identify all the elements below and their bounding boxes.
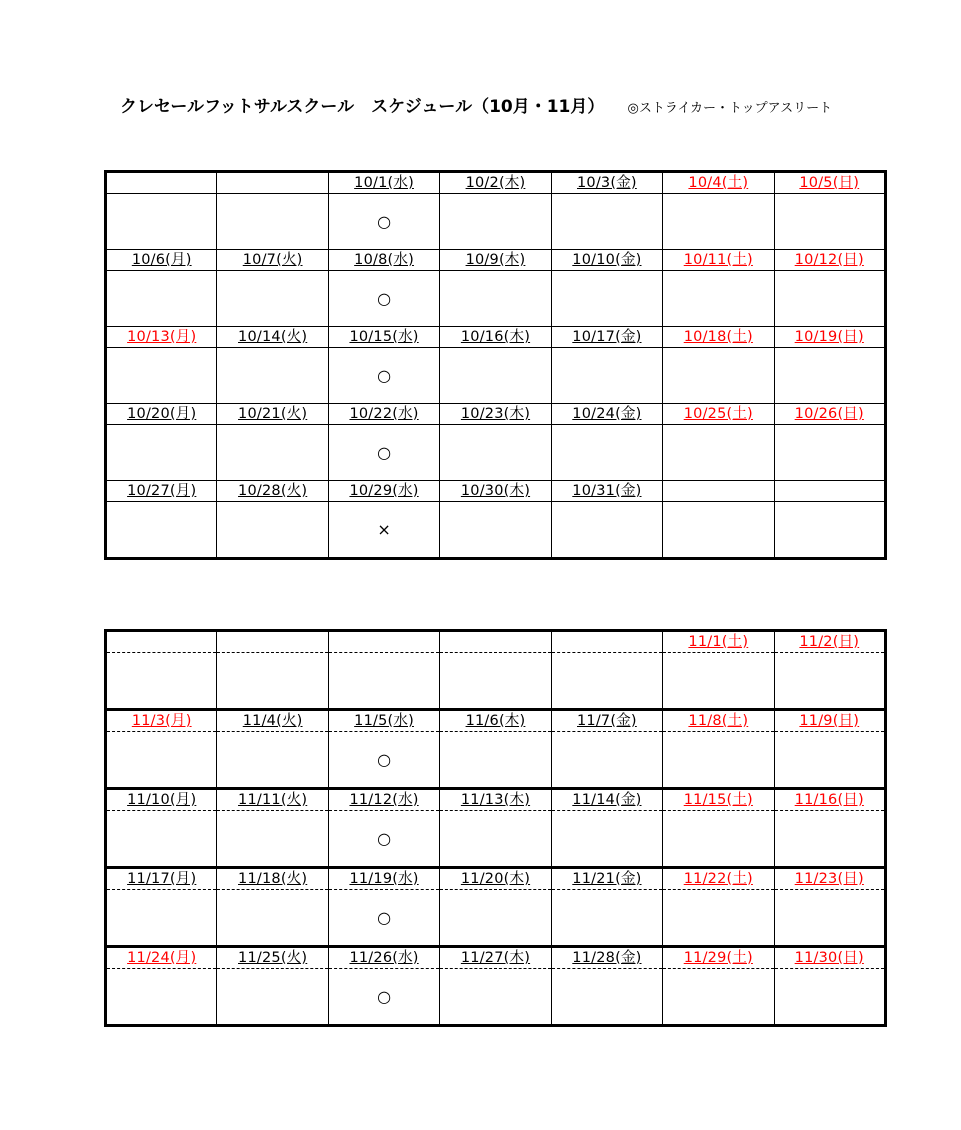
mark-cell (663, 502, 774, 559)
date-cell: 10/26(日) (774, 404, 885, 425)
date-cell: 10/8(水) (328, 250, 439, 271)
date-row (106, 789, 886, 811)
mark-cell: ○ (328, 425, 439, 481)
mark-cell (217, 502, 328, 559)
mark-cell (217, 732, 328, 789)
mark-cell (106, 969, 217, 1026)
mark-cell: ○ (328, 194, 439, 250)
mark-row (106, 502, 886, 559)
date-cell: 11/8(土) (663, 710, 774, 732)
mark-cell (551, 348, 662, 404)
date-cell (217, 631, 328, 653)
mark-row (106, 194, 886, 250)
date-cell (328, 631, 439, 653)
mark-cell (106, 502, 217, 559)
date-cell: 10/11(土) (663, 250, 774, 271)
mark-cell (440, 271, 551, 327)
date-cell: 10/3(金) (551, 172, 662, 194)
november-calendar (104, 629, 887, 1027)
mark-cell (663, 194, 774, 250)
mark-cell (106, 348, 217, 404)
mark-cell: × (328, 502, 439, 559)
date-cell: 11/4(火) (217, 710, 328, 732)
date-cell: 10/24(金) (551, 404, 662, 425)
schedule-title: クレセールフットサルスクール スケジュール（10月・11月） (120, 97, 605, 117)
mark-cell (551, 194, 662, 250)
mark-cell (217, 890, 328, 947)
mark-cell (440, 425, 551, 481)
mark-cell (774, 890, 885, 947)
mark-cell (217, 653, 328, 710)
mark-cell (440, 348, 551, 404)
date-cell (663, 481, 774, 502)
mark-row (106, 425, 886, 481)
mark-cell (551, 653, 662, 710)
mark-row (106, 653, 886, 710)
mark-cell (106, 732, 217, 789)
date-cell: 11/6(木) (440, 710, 551, 732)
date-cell: 11/1(土) (663, 631, 774, 653)
date-cell: 10/5(日) (774, 172, 885, 194)
date-cell: 10/15(水) (328, 327, 439, 348)
mark-cell (774, 732, 885, 789)
date-cell: 11/5(水) (328, 710, 439, 732)
date-cell: 11/24(月) (106, 947, 217, 969)
mark-cell: ○ (328, 271, 439, 327)
mark-cell (217, 194, 328, 250)
date-row (106, 481, 886, 502)
mark-cell (440, 194, 551, 250)
mark-cell (217, 348, 328, 404)
mark-cell: ○ (328, 348, 439, 404)
date-cell: 10/2(木) (440, 172, 551, 194)
date-cell: 11/17(月) (106, 868, 217, 890)
date-cell: 10/23(木) (440, 404, 551, 425)
mark-cell: ○ (328, 811, 439, 868)
mark-cell (440, 653, 551, 710)
mark-cell (106, 811, 217, 868)
date-cell: 11/29(土) (663, 947, 774, 969)
date-cell: 10/27(月) (106, 481, 217, 502)
date-cell: 11/12(水) (328, 789, 439, 811)
mark-cell (774, 348, 885, 404)
date-cell: 11/16(日) (774, 789, 885, 811)
mark-cell (551, 732, 662, 789)
date-cell: 10/13(月) (106, 327, 217, 348)
date-cell: 11/7(金) (551, 710, 662, 732)
october-calendar (104, 170, 887, 560)
date-cell: 11/25(火) (217, 947, 328, 969)
date-cell: 10/21(火) (217, 404, 328, 425)
mark-cell (328, 653, 439, 710)
date-cell: 10/25(土) (663, 404, 774, 425)
date-cell: 10/19(日) (774, 327, 885, 348)
mark-cell (217, 969, 328, 1026)
date-row (106, 868, 886, 890)
mark-cell (774, 811, 885, 868)
date-cell: 10/10(金) (551, 250, 662, 271)
date-cell: 10/4(土) (663, 172, 774, 194)
mark-cell (663, 811, 774, 868)
mark-cell: ○ (328, 890, 439, 947)
schedule-credit: ◎ストライカー・トップアスリート (627, 101, 833, 116)
mark-cell (663, 969, 774, 1026)
mark-cell (106, 271, 217, 327)
date-cell: 10/6(月) (106, 250, 217, 271)
date-cell: 11/13(木) (440, 789, 551, 811)
mark-cell (551, 811, 662, 868)
mark-cell (774, 425, 885, 481)
mark-cell (217, 271, 328, 327)
mark-row (106, 271, 886, 327)
date-cell: 10/7(火) (217, 250, 328, 271)
mark-cell (440, 969, 551, 1026)
date-cell: 10/16(木) (440, 327, 551, 348)
mark-cell: ○ (328, 732, 439, 789)
date-row (106, 710, 886, 732)
date-cell: 10/29(水) (328, 481, 439, 502)
date-cell: 11/15(土) (663, 789, 774, 811)
date-cell: 10/30(木) (440, 481, 551, 502)
date-cell: 10/28(火) (217, 481, 328, 502)
date-cell (217, 172, 328, 194)
date-cell: 11/30(日) (774, 947, 885, 969)
date-cell: 10/22(水) (328, 404, 439, 425)
mark-cell (663, 732, 774, 789)
date-cell: 11/18(火) (217, 868, 328, 890)
mark-row (106, 732, 886, 789)
mark-cell (440, 732, 551, 789)
date-cell: 10/9(木) (440, 250, 551, 271)
mark-cell (774, 271, 885, 327)
date-cell (551, 631, 662, 653)
mark-row (106, 811, 886, 868)
date-row (106, 172, 886, 194)
date-cell (440, 631, 551, 653)
date-cell (774, 481, 885, 502)
date-row (106, 404, 886, 425)
date-cell: 10/1(水) (328, 172, 439, 194)
date-cell: 10/18(土) (663, 327, 774, 348)
date-row (106, 250, 886, 271)
page-title (120, 92, 832, 117)
date-cell: 11/10(月) (106, 789, 217, 811)
date-cell: 11/27(木) (440, 947, 551, 969)
mark-cell (774, 194, 885, 250)
date-cell: 10/17(金) (551, 327, 662, 348)
date-cell: 11/22(土) (663, 868, 774, 890)
date-cell (106, 631, 217, 653)
date-cell: 11/2(日) (774, 631, 885, 653)
mark-row (106, 890, 886, 947)
date-cell: 11/23(日) (774, 868, 885, 890)
mark-cell (663, 348, 774, 404)
date-cell: 10/20(月) (106, 404, 217, 425)
date-cell: 11/11(火) (217, 789, 328, 811)
mark-cell (663, 271, 774, 327)
mark-cell (440, 811, 551, 868)
mark-cell (551, 502, 662, 559)
mark-cell (663, 425, 774, 481)
mark-cell (440, 502, 551, 559)
mark-row (106, 348, 886, 404)
mark-cell (774, 502, 885, 559)
date-cell: 11/28(金) (551, 947, 662, 969)
date-cell: 11/20(木) (440, 868, 551, 890)
mark-row (106, 969, 886, 1026)
mark-cell (774, 969, 885, 1026)
mark-cell (774, 653, 885, 710)
mark-cell (663, 890, 774, 947)
date-cell: 11/14(金) (551, 789, 662, 811)
mark-cell: ○ (328, 969, 439, 1026)
date-row (106, 327, 886, 348)
mark-cell (106, 194, 217, 250)
date-row (106, 947, 886, 969)
mark-cell (106, 890, 217, 947)
mark-cell (217, 425, 328, 481)
mark-cell (551, 969, 662, 1026)
mark-cell (106, 653, 217, 710)
date-row (106, 631, 886, 653)
date-cell: 11/3(月) (106, 710, 217, 732)
mark-cell (551, 271, 662, 327)
mark-cell (106, 425, 217, 481)
mark-cell (440, 890, 551, 947)
mark-cell (663, 653, 774, 710)
date-cell: 10/31(金) (551, 481, 662, 502)
date-cell: 11/9(日) (774, 710, 885, 732)
date-cell: 10/12(日) (774, 250, 885, 271)
date-cell: 11/21(金) (551, 868, 662, 890)
date-cell: 11/19(水) (328, 868, 439, 890)
date-cell (106, 172, 217, 194)
mark-cell (551, 425, 662, 481)
mark-cell (551, 890, 662, 947)
date-cell: 11/26(水) (328, 947, 439, 969)
date-cell: 10/14(火) (217, 327, 328, 348)
mark-cell (217, 811, 328, 868)
